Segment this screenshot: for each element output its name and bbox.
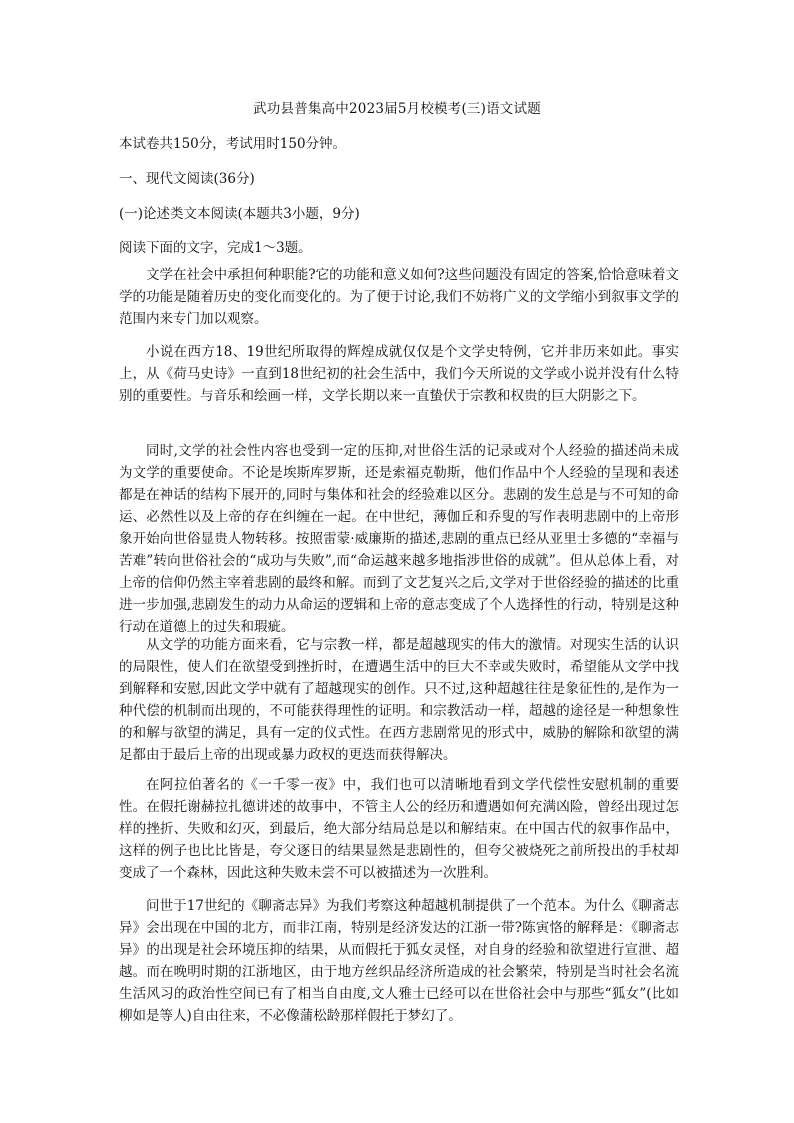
passage-paragraph-6: 问世于17世纪的《聊斋志异》为我们考察这种超越机制提供了一个范本。为什么《聊斋志异》会出现在中国的北方，而非江南，特别是经济发达的江浙一带?陈寅恪的解释是：《聊斋志异》的出现是社会环境压抑的结果，从而假托于狐女灵怪，对自身的经验和欲望进行宣泄、超越。而在晚明时期的江浙地区，由于地方丝织品经济所造成的社会繁荣，特别是当时社会名流生活风习的政治性空间已有了相当自由度,文人雅士已经可以在世俗社会中与那些“狐女”(比如柳如是等人)自由往来，不必像蒲松龄那样假托于梦幻了。: [119, 898, 679, 1024]
reading-instruction: 阅读下面的文字，完成1～3题。: [119, 240, 312, 256]
passage-paragraph-2: 小说在西方18、19世纪所取得的辉煌成就仅仅是个文学史特例，它并非历来如此。事实上，从《荷马史诗》一直到18世纪初的社会生活中，我们今天所说的文学或小说并没有什么特别的重要性。与音乐和绘画一样，文学长期以来一直蛰伏于宗教和权贵的巨大阴影之下。: [119, 344, 679, 404]
exam-title: 武功县普集高中2023届5月校模考(三)语文试题: [253, 101, 541, 117]
passage-paragraph-1: 文学在社会中承担何种职能?它的功能和意义如何?这些问题没有固定的答案,恰恰意味着文学的功能是随着历史的变化而变化的。为了便于讨论,我们不妨将广义的文学缩小到叙事文学的范围内来专门加以观察。: [119, 267, 679, 327]
passage-paragraph-3: 同时,文学的社会性内容也受到一定的压抑,对世俗生活的记录或对个人经验的描述尚未成为文学的重要使命。不论是埃斯库罗斯，还是索福克勒斯，他们作品中个人经验的呈现和表述都是在神话的结构下展开的,同时与集体和社会的经验难以区分。悲剧的发生总是与不可知的命运、必然性以及上帝的存在纠缠在一起。在中世纪，薄伽丘和乔叟的写作表明悲剧中的上帝形象开始向世俗显贵人物转移。按照雷蒙·威廉斯的描述,悲剧的重点已经从亚里士多德的“幸福与苦难”转向世俗社会的“成功与失败”,而“命运越来越多地指涉世俗的成就”。但从总体上看，对上帝的信仰仍然主宰着悲剧的最终和解。而到了文艺复兴之后,文学对于世俗经验的描述的比重进一步加强,悲剧发生的动力从命运的逻辑和上帝的意志变成了个人选择性的行动，特别是这种行动在道德上的过失和瑕疵。: [119, 443, 679, 635]
subsection-heading: (一)论述类文本阅读(本题共3小题，9分): [119, 206, 360, 222]
passage-paragraph-5: 在阿拉伯著名的《一千零一夜》中，我们也可以清晰地看到文学代偿性安慰机制的重要性。在假托谢赫拉扎德讲述的故事中，不管主人公的经历和遭遇如何充满凶险，曾经出现过怎样的挫折、失败和幻灭，到最后，绝大部分结局总是以和解结束。在中国古代的叙事作品中，这样的例子也比比皆是，夸父逐日的结果显然是悲剧性的，但夸父被烧死之前所投出的手杖却变成了一个森林，因此这种失败未尝不可以被描述为一次胜利。: [119, 777, 679, 881]
exam-intro: 本试卷共150分，考试用时150分钟。: [119, 136, 347, 152]
section-heading: 一、现代文阅读(36分): [119, 171, 255, 187]
passage-paragraph-4: 从文学的功能方面来看，它与宗教一样，都是超越现实的伟大的激情。对现实生活的认识的局限性，使人们在欲望受到挫折时，在遭遇生活中的巨大不幸或失败时，希望能从文学中找到解释和安慰,因此文学中就有了超越现实的创作。只不过,这种超越往往是象征性的,是作为一种代偿的机制而出现的，不可能获得理性的证明。和宗教活动一样，超越的途径是一种想象性的和解与欲望的满足，具有一定的仪式性。在西方悲剧常见的形式中，威胁的解除和欲望的满足都由于最后上帝的出现或暴力政权的更迭而获得解决。: [119, 637, 679, 763]
